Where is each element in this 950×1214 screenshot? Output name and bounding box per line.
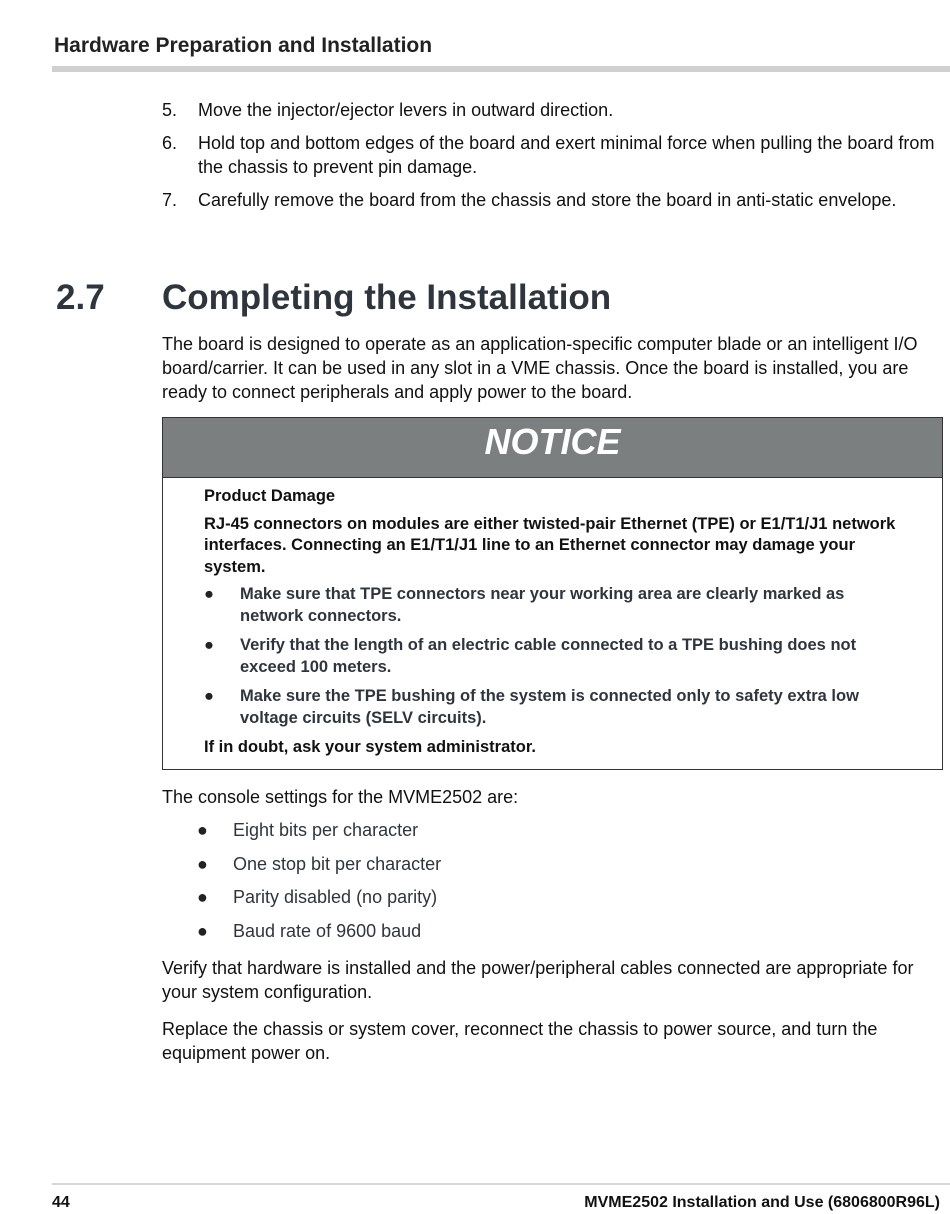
bullet-icon: ● [197,920,208,941]
notice-bullet-list [204,584,906,729]
console-setting-text: Parity disabled (no parity) [233,887,438,907]
console-setting-text: Eight bits per character [233,820,419,840]
step-number: 7. [162,190,178,210]
step-text: Hold top and bottom edges of the board and exert minimal force when pulling the board from the chassis to prevent pin damage. [198,133,935,177]
notice-bullet-item [204,635,906,678]
verify-paragraph: Verify that hardware is installed and the power/peripheral cables connected are appropriate for your system configuration. [162,958,914,1002]
page-number: 44 [52,1194,70,1211]
bullet-icon: ● [197,853,208,874]
bullet-icon: ● [204,687,214,705]
console-settings-list [197,818,441,952]
document-title: MVME2502 Installation and Use (6806800R96L) [584,1194,940,1211]
notice-bullet-item [204,584,906,627]
console-setting-item [197,818,441,842]
section-intro: The board is designed to operate as an application-specific computer blade or an intelligent I/O board/carrier. It can be used in any slot in a VME chassis. Once the board is installed, you are ready to connect peripherals and apply power to the board. [162,334,918,402]
notice-bullet-item [204,686,906,729]
notice-footer: If in doubt, ask your system administrator. [204,738,536,756]
notice-box [162,417,943,770]
console-intro: The console settings for the MVME2502 are: [162,787,519,807]
bullet-icon: ● [197,887,208,907]
console-setting-item [197,852,441,876]
running-header: Hardware Preparation and Installation [54,34,433,57]
bullet-icon: ● [197,820,208,840]
step-item [162,188,944,212]
step-text: Move the injector/ejector levers in outward direction. [198,100,614,120]
notice-heading: NOTICE [163,418,942,478]
procedure-steps [162,98,944,221]
replace-paragraph: Replace the chassis or system cover, reconnect the chassis to power source, and turn the equipment power on. [162,1019,878,1063]
header-rule [52,66,950,72]
step-item [162,98,944,122]
step-text: Carefully remove the board from the chassis and store the board in anti-static envelope. [198,190,897,210]
notice-subtitle: Product Damage [204,487,336,505]
notice-text: RJ-45 connectors on modules are either twisted-pair Ethernet (TPE) or E1/T1/J1 network interfaces. Connecting an E1/T1/J1 line to an Ethernet connector may damage your system. [204,514,896,576]
step-item [162,131,944,179]
console-setting-text: One stop bit per character [233,853,442,874]
step-number: 6. [162,133,178,153]
console-setting-item [197,885,441,909]
console-setting-item [197,919,441,943]
section-title: Completing the Installation [162,278,612,317]
section-number: 2.7 [56,278,105,317]
footer-rule [52,1183,950,1185]
notice-body [163,478,942,759]
notice-bullet-text: Make sure that TPE connectors near your working area are clearly marked as network connectors. [240,585,845,625]
notice-bullet-text: Verify that the length of an electric cable connected to a TPE bushing does not exceed 100 meters. [240,636,857,676]
step-number: 5. [162,100,178,120]
bullet-icon: ● [204,636,214,654]
bullet-icon: ● [204,585,214,603]
console-setting-text: Baud rate of 9600 baud [233,920,422,941]
notice-bullet-text: Make sure the TPE bushing of the system is connected only to safety extra low voltage circuits (SELV circuits). [240,687,859,727]
